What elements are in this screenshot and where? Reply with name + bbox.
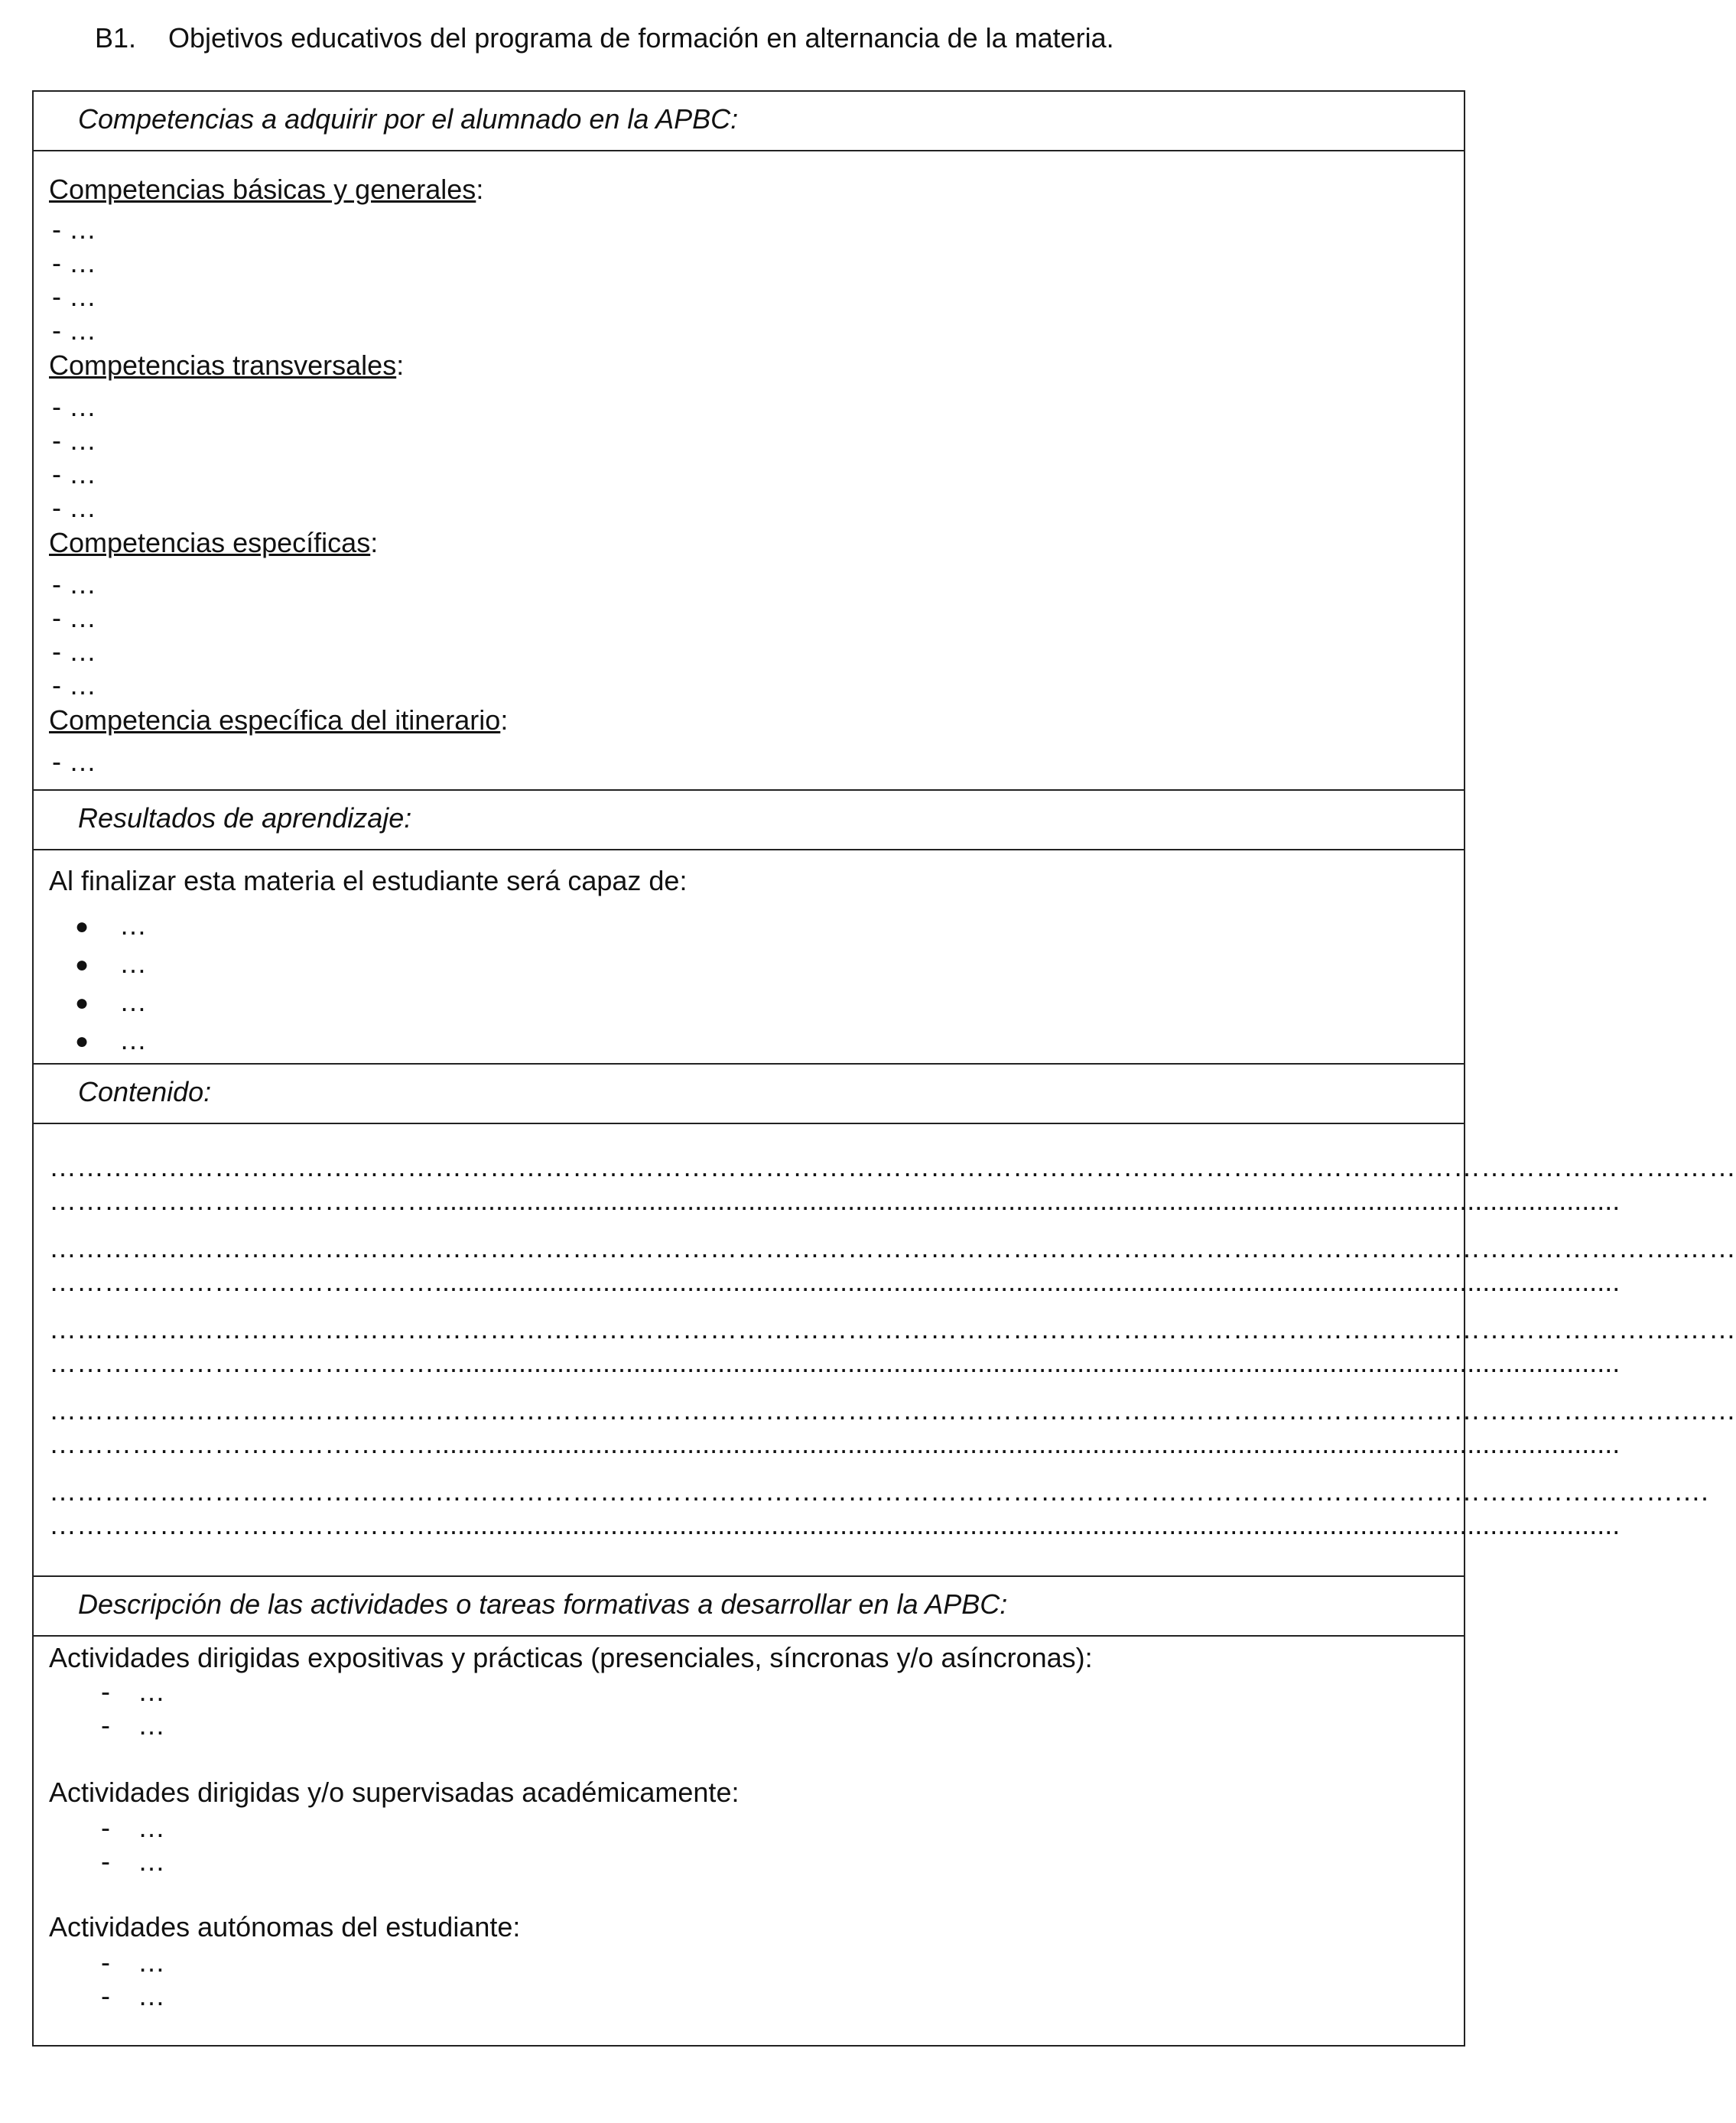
list-item: - … <box>52 247 96 278</box>
list-item: - … <box>52 424 96 456</box>
list-item: - … <box>52 213 96 245</box>
actividades-header-row <box>34 1575 1464 1635</box>
actividades-autonomas-label: Actividades autónomas del estudiante: <box>49 1911 521 1943</box>
objectives-table <box>32 90 1736 2047</box>
section-heading <box>95 21 1114 55</box>
resultados-header-row <box>34 789 1464 849</box>
list-item: - … <box>52 314 96 346</box>
content-line: …………………………………………………………………………………………………………………………………………………………….…… <box>49 1313 1736 1344</box>
contenido-header-row <box>34 1063 1464 1123</box>
actividades-expositivas-label: Actividades dirigidas expositivas y prácticas (presenciales, síncronas y/o asíncronas): <box>49 1642 1093 1673</box>
content-line: ……………………………………........................................................................................................................................................... <box>49 1428 1621 1459</box>
competencias-basicas-label: Competencias básicas y generales: <box>49 174 484 205</box>
list-item: - … <box>52 492 96 523</box>
list-item: - … <box>52 391 96 422</box>
list-item: - … <box>52 746 96 777</box>
contenido-body-row <box>34 1123 1736 1577</box>
competencias-transversales-label: Competencias transversales: <box>49 349 405 381</box>
resultados-header: Resultados de aprendizaje: <box>78 802 412 834</box>
actividades-supervisadas-label: Actividades dirigidas y/o supervisadas académicamente: <box>49 1777 740 1808</box>
content-line: ……………………………………........................................................................................................................................................... <box>49 1266 1621 1297</box>
actividades-body-row: Actividades dirigidas expositivas y prácticas (presenciales, síncronas y/o asíncronas): - … - … Actividades dirigidas y/o supervisadas académicamente: - … - … Actividades autónomas del estudiante: - … - … <box>34 1635 1464 2047</box>
content-line: …………………………………………………………………………………………………………………………………………………………….…… <box>49 1151 1736 1182</box>
section-title: Objetivos educativos del programa de formación en alternancia de la materia. <box>168 22 1114 54</box>
content-line: ……………………………………........................................................................................................................................................... <box>49 1347 1621 1378</box>
competencias-header-row <box>34 92 1464 150</box>
list-item: - … <box>52 458 96 489</box>
competencias-body-row <box>34 150 1464 853</box>
list-item: - … <box>52 602 96 633</box>
competencias-especificas-label: Competencias específicas: <box>49 527 379 558</box>
list-item: - … <box>52 281 96 312</box>
list-item: - … <box>52 636 96 667</box>
section-number: B1. <box>95 22 137 54</box>
competencias-header: Competencias a adquirir por el alumnado en la APBC: <box>78 103 739 135</box>
content-line: …………………………………………………………………………………………………………………………………………………………….…… <box>49 1394 1736 1426</box>
resultados-intro: Al finalizar esta materia el estudiante será capaz de: <box>49 865 688 896</box>
list-item: - … <box>52 669 96 701</box>
list-item: - … <box>52 568 96 600</box>
resultados-body-row: Al finalizar esta materia el estudiante será capaz de: ● … ● … ● … ● … <box>34 849 1464 1065</box>
content-line: ……………………………………........................................................................................................................................................... <box>49 1185 1621 1216</box>
competencia-itinerario-label: Competencia específica del itinerario: <box>49 704 509 736</box>
content-line: ………………………………………………………………………………………………………………………………………………………………. <box>49 1475 1709 1507</box>
actividades-header: Descripción de las actividades o tareas formativas a desarrollar en la APBC: <box>78 1588 1008 1620</box>
contenido-header: Contenido: <box>78 1076 212 1107</box>
content-line: …………………………………………………………………………………………………………………………………………………………….…… <box>49 1232 1736 1263</box>
content-line: ……………………………………........................................................................................................................................................... <box>49 1509 1621 1540</box>
